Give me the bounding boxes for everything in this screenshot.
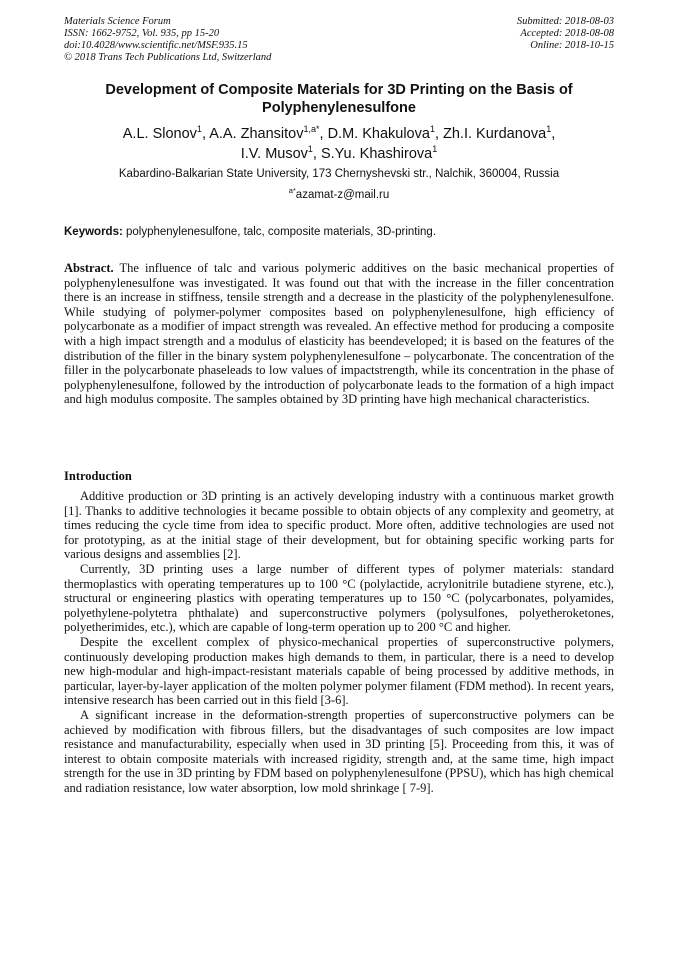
author-list [64,124,614,164]
keywords [64,225,614,239]
keywords-text: polyphenylenesulfone, talc, composite materials, 3D-printing. [126,226,437,238]
author: A.L. Slonov$^1$, [122,124,210,142]
journal-header-right [517,16,614,52]
paper-title: Development of Composite Materials for 3D Printing on the Basis of Polyphenylenesulfone [105,82,573,116]
issn-line: ISSN: 1662-9752, Vol. 935, pp 15-20 [64,28,220,39]
abstract [64,261,614,407]
paragraph: A significant increase in the deformation-strength properties of superconstructive polymers can be achieved by modification with fibrous fillers, but the disadvantages of such composites are low impact resistance and manufacturability, especially when used in 3D printing [5]. Proceeding from this, it was of interest to obtain composite materials with increased rigidity, strength and, at the same time, high impact strength for the use in 3D printing by FDM based on polyphenylenesulfone (PPSU), which has high chemical and radiation resistance, low water absorption, low mold shrinkage [ 7-9]. [64,707,614,795]
section-heading-introduction: Introduction [64,469,132,483]
submitted-date: Submitted: 2018-08-03 [516,16,614,27]
journal-name: Materials Science Forum [64,16,171,27]
author: A.A. Zhansitov$^{1,a*}$, [209,124,328,142]
keywords-label: Keywords: [64,226,123,238]
paragraph: Despite the excellent complex of physico-mechanical properties of superconstructive polymers, continuously developing production makes high demands to them, in particular, there is a need to develop new high-modular and high-impact-resistant materials capable of being processed by additive methods, in particular, layer-by-layer application of the molten polymer polymer filament (FDM method). In recent years, intensive research has been carried out in this field [3-6]. [64,634,614,708]
affiliation: Kabardino-Balkarian State University, 173 Chernyshevski str., Nalchik, 360004, Russia [118,168,560,180]
introduction-body [64,489,614,795]
author: Zh.I. Kurdanova$^1$, [443,124,556,142]
abstract-text: The influence of talc and various polymeric additives on the basic mechanical properties of polyphenylenesulfone was investigated. It was found out that with the increase in the filler concentration there is an increase in stiffness, tensile strength and a decrease in the plasticity of the polyphenylenesulfone. While studying of polymer-polymer composites based on polyphenylenesulfone, high efficiency of polycarbonate as a modifier of impact strength was revealed. An effective method for producing a composite with a high impact strength and a modulus of elasticity has beendeveloped; it is based on the features of the distribution of the filler in the binary system polyphenylenesulfone – polycarbonate. The concentration of the filler in the polycarbonate phaseleads to low values of impactstrength, while its concentration in the phase of polyphenylenesulfone, followed by the introduction of polycarbonate leads to the formation of a high impact and high modulus composite. The samples obtained by 3D printing have high mechanical characteristics. [64,261,614,407]
copyright-line: © 2018 Trans Tech Publications Ltd, Switzerland [64,52,272,63]
author: S.Yu. Khashirova$^1$ [320,144,438,162]
online-date: Online: 2018-10-15 [530,40,614,51]
accepted-date: Accepted: 2018-08-08 [520,28,614,39]
abstract-label: Abstract. [64,261,114,275]
paragraph: Additive production or 3D printing is an actively developing industry with a continuous market growth [1]. Thanks to additive technologies it became possible to obtain objects of any complexity and geometry, at times reducing the cycle time from idea to specific product. More often, additive technologies are used not for prototyping, as at the initial stage of their development, but for obtaining specific working parts for various designs and assemblies [2]. [64,489,614,562]
email-address[interactable]: azamat-z@mail.ru [295,189,390,201]
doi-line: doi:10.4028/www.scientific.net/MSF.935.15 [64,40,248,51]
author: D.M. Khakulova$^1$, [327,124,444,142]
corresponding-email [64,188,614,202]
paragraph: Currently, 3D printing uses a large number of different types of polymer materials: standard thermoplastics with operating temperatures up to 100 °C (polylactide, acrylonitrile butadiene styrene, etc.), structural or engineering plastics with operating temperatures up to 150 °C (polycarbonates, polyamides, polyethylene-polytetra phthalate) and superconstructive polymers (polysulfones, polyetheroketones, polyetherimides, etc.), which are capable of long-term operation up to 200 °C and higher. [64,561,614,635]
journal-header-left [64,16,271,64]
author: I.V. Musov$^1$, [240,144,321,162]
email-marker: a* [288,186,296,195]
